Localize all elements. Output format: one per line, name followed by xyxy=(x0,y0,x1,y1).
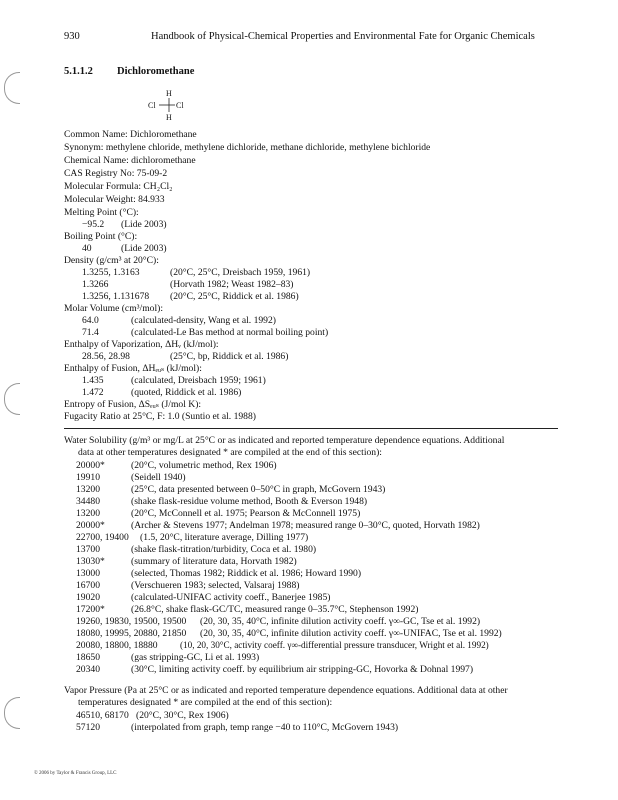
water-solubility-value: 20080, 18800, 18880 xyxy=(76,640,158,651)
water-solubility-value: 13200 xyxy=(76,484,100,495)
punch-hole-bottom xyxy=(4,697,20,729)
structure-atom-top: H xyxy=(166,89,172,98)
vapor-pressure-ref: (interpolated from graph, temp range −40 to 110°C, McGovern 1943) xyxy=(131,722,399,733)
common-name: Common Name: Dichloromethane xyxy=(64,129,197,140)
water-solubility-value: 13000 xyxy=(76,568,100,579)
water-solubility-ref: (Archer & Stevens 1977; Andelman 1978; measured range 0–30°C, quoted, Horvath 1982) xyxy=(131,520,480,531)
water-solubility-value: 18080, 19995, 20880, 21850 xyxy=(76,628,187,639)
enthalpy-fusion-ref: (calculated, Dreisbach 1959; 1961) xyxy=(131,375,266,386)
molar-volume-label: Molar Volume (cm³/mol): xyxy=(64,303,163,314)
water-solubility-value: 18650 xyxy=(76,652,100,663)
water-solubility-ref: (20°C, volumetric method, Rex 1906) xyxy=(131,460,277,471)
water-solubility-ref: (30°C, limiting activity coeff. by equilibrium air stripping-GC, Hovorka & Dohnal 1997) xyxy=(131,664,474,675)
chemical-name: Chemical Name: dichloromethane xyxy=(64,155,196,166)
water-solubility-ref: (Verschueren 1983; selected, Valsaraj 1988) xyxy=(131,580,300,591)
section-number: 5.1.1.2 xyxy=(64,66,93,77)
water-solubility-value: 20000* xyxy=(76,520,105,531)
vapor-pressure-ref: (20°C, 30°C, Rex 1906) xyxy=(136,710,229,721)
section-title: Dichloromethane xyxy=(117,66,195,77)
punch-hole-middle xyxy=(4,383,20,415)
boiling-point-label: Boiling Point (°C): xyxy=(64,231,138,242)
enthalpy-fusion-label: Enthalpy of Fusion, ΔHₑᵤₛ (kJ/mol): xyxy=(64,363,202,374)
melting-point-ref: (Lide 2003) xyxy=(121,219,167,230)
water-solubility-ref: (26.8°C, shake flask-GC/TC, measured range 0–35.7°C, Stephenson 1992) xyxy=(131,604,419,615)
melting-point-value: −95.2 xyxy=(82,219,105,230)
density-value: 1.3256, 1.131678 xyxy=(82,291,150,302)
water-solubility-ref: (selected, Thomas 1982; Riddick et al. 1986; Howard 1990) xyxy=(131,568,362,579)
water-solubility-intro: Water Solubility (g/m³ or mg/L at 25°C or as indicated and reported temperature dependence equations. Additional xyxy=(64,435,505,446)
cas-number: CAS Registry No: 75-09-2 xyxy=(64,168,168,179)
water-solubility-ref: (20°C, McConnell et al. 1975; Pearson & McConnell 1975) xyxy=(131,508,361,519)
density-value: 1.3266 xyxy=(82,279,109,290)
molecular-formula: Molecular Formula: CH₂Cl₂ xyxy=(64,181,173,192)
water-solubility-ref: (25°C, data presented between 0–50°C in graph, McGovern 1943) xyxy=(131,484,386,495)
water-solubility-value: 20000* xyxy=(76,460,105,471)
synonym: Synonym: methylene chloride, methylene dichloride, methane dichloride, methylene bichloride xyxy=(64,142,431,153)
water-solubility-value: 34480 xyxy=(76,496,100,507)
water-solubility-value: 20340 xyxy=(76,664,100,675)
entropy-fusion: Entropy of Fusion, ΔSₑᵤₛ (J/mol K): xyxy=(64,399,202,410)
water-solubility-ref: (summary of literature data, Horvath 1982) xyxy=(131,556,297,567)
density-ref: (Horvath 1982; Weast 1982–83) xyxy=(170,279,294,290)
water-solubility-ref: (Seidell 1940) xyxy=(131,472,186,483)
structure-atom-right: Cl xyxy=(176,101,184,110)
melting-point-label: Melting Point (°C): xyxy=(64,207,139,218)
enthalpy-vaporization-label: Enthalpy of Vaporization, ΔHᵥ (kJ/mol): xyxy=(64,339,219,350)
boiling-point-value: 40 xyxy=(82,243,92,254)
enthalpy-vaporization-value: 28.56, 28.98 xyxy=(82,351,130,362)
molar-volume-ref: (calculated-Le Bas method at normal boiling point) xyxy=(131,327,329,338)
enthalpy-fusion-value: 1.472 xyxy=(82,387,104,398)
water-solubility-value: 19910 xyxy=(76,472,100,483)
running-title: Handbook of Physical-Chemical Properties and Environmental Fate for Organic Chemicals xyxy=(151,31,535,42)
vapor-pressure-value: 57120 xyxy=(76,722,100,733)
density-label: Density (g/cm³ at 20°C): xyxy=(64,255,159,266)
structure-atom-left: Cl xyxy=(148,101,156,110)
water-solubility-value: 13700 xyxy=(76,544,100,555)
water-solubility-ref: (1.5, 20°C, literature average, Dilling 1977) xyxy=(140,532,309,543)
water-solubility-value: 13200 xyxy=(76,508,100,519)
vapor-pressure-intro-cont: temperatures designated * are compiled at the end of this section): xyxy=(78,697,333,708)
water-solubility-ref: (20, 30, 35, 40°C, infinite dilution activity coeff. γ∞-GC, Tse et al. 1992) xyxy=(200,616,481,627)
density-ref: (20°C, 25°C, Riddick et al. 1986) xyxy=(170,291,299,302)
copyright-footer: © 2006 by Taylor & Francis Group, LLC xyxy=(34,771,117,776)
water-solubility-ref: (calculated-UNIFAC activity coeff., Banerjee 1985) xyxy=(131,592,331,603)
vapor-pressure-intro: Vapor Pressure (Pa at 25°C or as indicated and reported temperature dependence equations. Additional data at other xyxy=(64,685,508,696)
structure-bonds xyxy=(145,91,185,121)
section-divider xyxy=(64,428,558,429)
fugacity-ratio: Fugacity Ratio at 25°C, F: 1.0 (Suntio et al. 1988) xyxy=(64,411,256,422)
vapor-pressure-value: 46510, 68170 xyxy=(76,710,129,721)
enthalpy-fusion-ref: (quoted, Riddick et al. 1986) xyxy=(131,387,242,398)
water-solubility-intro-cont: data at other temperatures designated * are compiled at the end of this section): xyxy=(78,447,382,458)
boiling-point-ref: (Lide 2003) xyxy=(121,243,167,254)
enthalpy-fusion-value: 1.435 xyxy=(82,375,104,386)
water-solubility-value: 22700, 19400 xyxy=(76,532,129,543)
water-solubility-ref: (10, 20, 30°C, activity coeff. γ∞-differential pressure transducer, Wright et al. 1992) xyxy=(180,640,489,650)
water-solubility-value: 13030* xyxy=(76,556,105,567)
enthalpy-vaporization-ref: (25°C, bp, Riddick et al. 1986) xyxy=(170,351,289,362)
water-solubility-ref: (shake flask-titration/turbidity, Coca et al. 1980) xyxy=(131,544,317,555)
water-solubility-ref: (shake flask-residue volume method, Booth & Everson 1948) xyxy=(131,496,368,507)
punch-hole-top xyxy=(4,72,20,104)
water-solubility-value: 19020 xyxy=(76,592,100,603)
water-solubility-value: 16700 xyxy=(76,580,100,591)
water-solubility-ref: (20, 30, 35, 40°C, infinite dilution activity coeff. γ∞-UNIFAC, Tse et al. 1992) xyxy=(200,628,502,639)
density-value: 1.3255, 1.3163 xyxy=(82,267,140,278)
molar-volume-value: 71.4 xyxy=(82,327,99,338)
molar-volume-ref: (calculated-density, Wang et al. 1992) xyxy=(131,315,276,326)
density-ref: (20°C, 25°C, Dreisbach 1959, 1961) xyxy=(170,267,311,278)
molecular-weight: Molecular Weight: 84.933 xyxy=(64,194,165,205)
page-number: 930 xyxy=(64,31,80,42)
water-solubility-value: 17200* xyxy=(76,604,105,615)
structure-atom-bottom: H xyxy=(166,113,172,122)
water-solubility-value: 19260, 19830, 19500, 19500 xyxy=(76,616,187,627)
molar-volume-value: 64.0 xyxy=(82,315,99,326)
water-solubility-ref: (gas stripping-GC, Li et al. 1993) xyxy=(131,652,260,663)
